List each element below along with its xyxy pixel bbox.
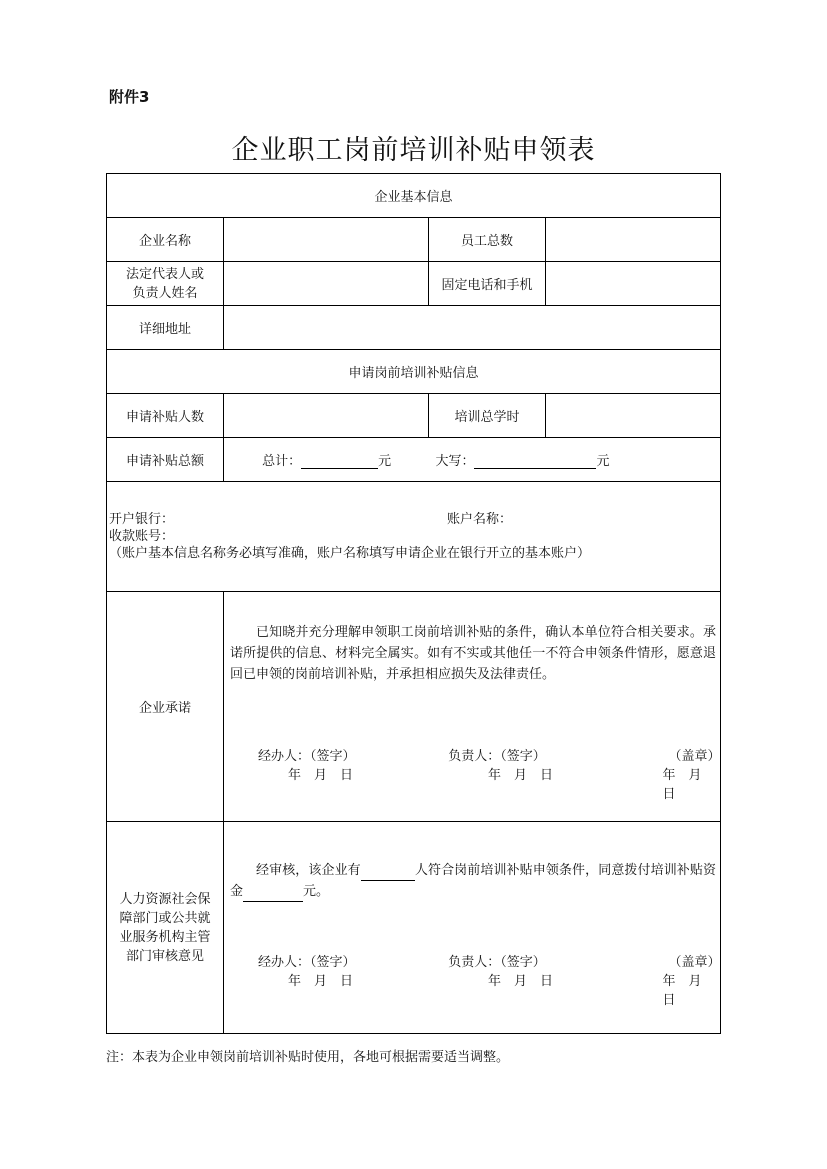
- bank-line: [109, 511, 718, 528]
- promise-date-3: 年 月 日: [662, 768, 715, 802]
- subsidy-total-cell: [224, 438, 721, 482]
- review-label-line1: 人力资源社会保: [119, 891, 211, 907]
- promise-seal: （盖章）: [668, 749, 721, 764]
- review-label-line4: 部门审核意见: [125, 948, 204, 964]
- promise-handler-sign: 经办人：（签字）: [258, 749, 356, 764]
- form-title: 企业职工岗前培训补贴申领表: [231, 135, 596, 166]
- phone-label: 固定电话和手机: [429, 262, 546, 306]
- attachment-label: 附件3: [109, 88, 150, 106]
- company-name-field[interactable]: [224, 218, 429, 262]
- basic-info-header: 企业基本信息: [107, 174, 721, 218]
- promise-label: 企业承诺: [107, 592, 224, 822]
- review-cell: [224, 822, 721, 1034]
- legal-rep-field[interactable]: [224, 262, 429, 306]
- total-yuan: 元: [378, 454, 392, 469]
- applicant-count-label: 申请补贴人数: [107, 394, 224, 438]
- total-prefix: 总计：: [262, 454, 302, 469]
- bank-note: （账户基本信息名称务必填写准确，账户名称填写申请企业在银行开立的基本账户）: [109, 546, 591, 561]
- bank-info-cell: [107, 482, 721, 592]
- promise-signature: [224, 747, 720, 804]
- subsidy-info-header: 申请岗前培训补贴信息: [107, 350, 721, 394]
- total-amount-blank[interactable]: [301, 454, 378, 469]
- review-date-1: 年 月 日: [288, 974, 354, 989]
- applicant-count-field[interactable]: [224, 394, 429, 438]
- legal-rep-label: [107, 262, 224, 306]
- review-count-blank[interactable]: [361, 866, 415, 881]
- capital-prefix: 大写：: [435, 454, 475, 469]
- account-name-label: 账户名称：: [447, 512, 513, 527]
- application-form-table: [106, 173, 721, 1034]
- promise-date-2: 年 月 日: [488, 768, 554, 783]
- training-hours-label: 培训总学时: [429, 394, 546, 438]
- review-text-part3: 元。: [303, 884, 330, 899]
- review-responsible-sign: 负责人：（签字）: [448, 955, 546, 970]
- review-label-line3: 业服务机构主管: [119, 929, 211, 945]
- review-date-2: 年 月 日: [488, 974, 554, 989]
- review-amount-blank[interactable]: [243, 887, 303, 902]
- review-seal: （盖章）: [668, 955, 721, 970]
- phone-field[interactable]: [546, 262, 721, 306]
- account-no-label: 收款账号：: [109, 529, 175, 544]
- address-field[interactable]: [224, 306, 721, 350]
- address-label: 详细地址: [107, 306, 224, 350]
- review-text: [224, 860, 720, 902]
- review-label-line2: 障部门或公共就: [119, 910, 211, 926]
- footnote: 注：本表为企业申领岗前培训补贴时使用，各地可根据需要适当调整。: [106, 1050, 510, 1065]
- promise-responsible-sign: 负责人：（签字）: [448, 749, 546, 764]
- review-text-part1: 经审核，该企业有: [256, 863, 361, 878]
- legal-rep-label-line2: 负责人姓名: [132, 285, 198, 301]
- bank-name-label: 开户银行：: [109, 512, 175, 527]
- subsidy-total-label: 申请补贴总额: [107, 438, 224, 482]
- promise-text: 已知晓并充分理解申领职工岗前培训补贴的条件，确认本单位符合相关要求。承诺所提供的信息、材料完全属实。如有不实或其他任一不符合申领条件情形，愿意退回已申领的岗前培训补贴，并承担相应损失及法律责任。: [230, 625, 717, 682]
- review-label: [107, 822, 224, 1034]
- legal-rep-label-line1: 法定代表人或: [125, 266, 204, 282]
- review-date-3: 年 月 日: [662, 974, 715, 1008]
- training-hours-field[interactable]: [546, 394, 721, 438]
- review-handler-sign: 经办人：（签字）: [258, 955, 356, 970]
- employee-total-label: 员工总数: [429, 218, 546, 262]
- promise-cell: [224, 592, 721, 822]
- capital-amount-blank[interactable]: [474, 454, 596, 469]
- employee-total-field[interactable]: [546, 218, 721, 262]
- company-name-label: 企业名称: [107, 218, 224, 262]
- review-text-part2: 人符合岗前培训补贴申领条件，同意拨付培训补贴资金: [230, 863, 716, 899]
- capital-yuan: 元: [596, 454, 610, 469]
- promise-date-1: 年 月 日: [288, 768, 354, 783]
- review-signature: [224, 953, 720, 1010]
